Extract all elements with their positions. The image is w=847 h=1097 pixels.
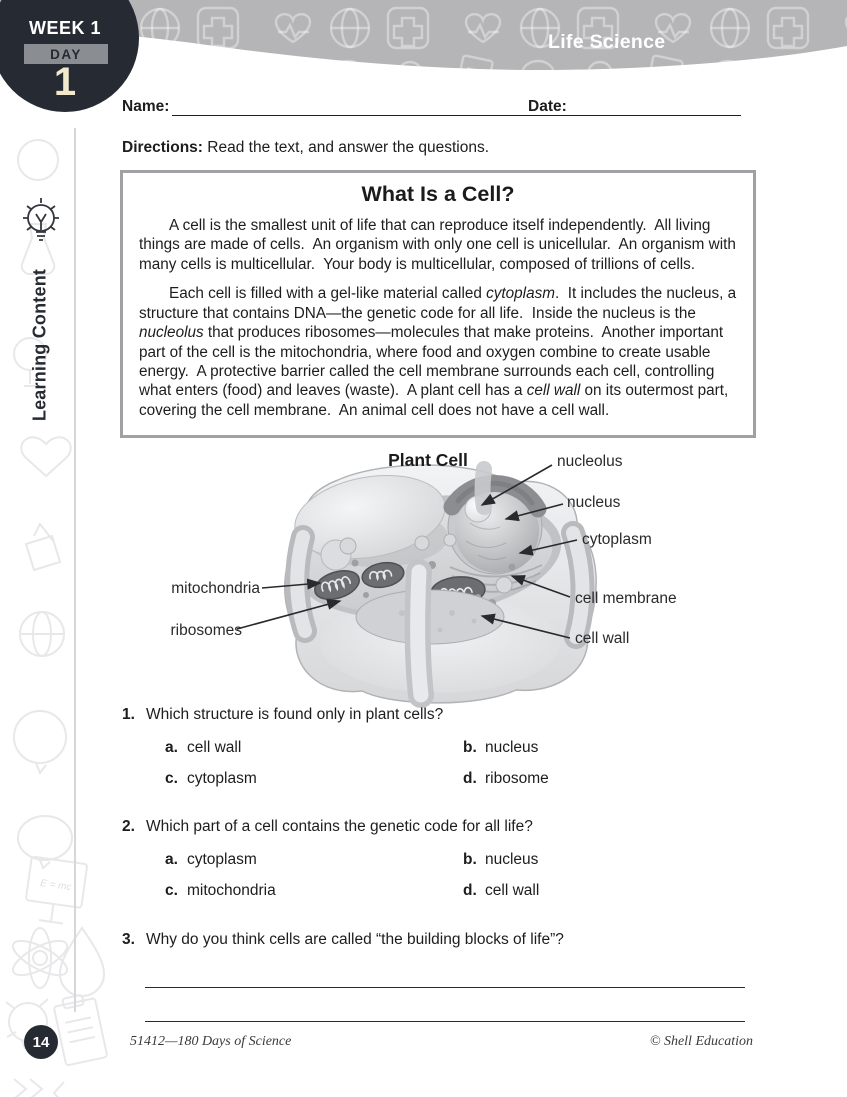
question-1-option-b bbox=[463, 739, 538, 757]
question-number: 1. bbox=[122, 706, 135, 723]
label-nucleolus: nucleolus bbox=[557, 453, 623, 470]
footer-publisher: © Shell Education bbox=[649, 1034, 753, 1049]
label-cytoplasm: cytoplasm bbox=[582, 531, 652, 548]
passage-paragraph: Each cell is filled with a gel-like material called cytoplasm. It includes the nucleus, a structure that contains DNA—the genetic code for all life. Inside the nucleus is the nucleolus that produces ribosomes—molecules that make proteins. Another important part of the cell is the mitochondria, where food and oxygen combine to create usable energy. A protective barrier called the cell membrane surrounds each cell, controlling what enters (food) and leaves (waste). A plant cell has a cell wall on its outermost part, covering the cell membrane. An animal cell does not have a cell wall. bbox=[139, 285, 741, 419]
label-cell-wall: cell wall bbox=[575, 630, 630, 647]
option-text: cell wall bbox=[187, 739, 242, 756]
option-letter: c. bbox=[165, 882, 178, 899]
question-number: 2. bbox=[122, 818, 135, 835]
label-nucleus: nucleus bbox=[567, 494, 621, 511]
option-text: cytoplasm bbox=[187, 770, 257, 787]
plant-cell-illustration bbox=[140, 445, 760, 710]
directions bbox=[122, 139, 489, 157]
day-number: 1 bbox=[53, 60, 77, 104]
question-text: Why do you think cells are called “the building blocks of life”? bbox=[146, 931, 564, 948]
option-text: mitochondria bbox=[187, 882, 276, 899]
page-number: 14 bbox=[32, 1033, 50, 1051]
option-letter: d. bbox=[463, 770, 477, 787]
page-header-title: Life Science bbox=[548, 31, 666, 53]
passage-title: What Is a Cell? bbox=[361, 182, 515, 206]
page-number-badge bbox=[24, 1025, 58, 1059]
question-2-option-d bbox=[463, 882, 539, 900]
question-1-option-a bbox=[165, 739, 241, 757]
option-text: ribosome bbox=[485, 770, 549, 787]
date-blank-line bbox=[576, 115, 741, 116]
option-letter: c. bbox=[165, 770, 178, 787]
week-day-badge bbox=[0, 0, 139, 112]
name-label: Name: bbox=[122, 98, 170, 115]
label-mitochondria: mitochondria bbox=[171, 580, 260, 597]
option-letter: a. bbox=[165, 739, 178, 756]
question-1-option-d bbox=[463, 770, 549, 788]
answer-line-1 bbox=[145, 987, 745, 988]
question-1-option-c bbox=[165, 770, 257, 788]
diagram-title: Plant Cell bbox=[388, 450, 468, 470]
sidebar-divider bbox=[74, 128, 76, 1012]
day-label: DAY bbox=[50, 46, 82, 62]
question-3 bbox=[122, 931, 756, 949]
option-letter: d. bbox=[463, 882, 477, 899]
week-label: WEEK 1 bbox=[28, 18, 101, 38]
footer-book-title: 51412—180 Days of Science bbox=[130, 1034, 292, 1049]
option-text: cell wall bbox=[485, 882, 540, 899]
sidebar-tab-learning-content: Learning Content bbox=[29, 268, 50, 422]
question-2 bbox=[122, 818, 756, 836]
question-text: Which structure is found only in plant cells? bbox=[146, 706, 444, 723]
option-letter: b. bbox=[463, 739, 477, 756]
question-2-option-b bbox=[463, 851, 538, 869]
directions-label: Directions: bbox=[122, 139, 203, 156]
option-text: cytoplasm bbox=[187, 851, 257, 868]
date-label: Date: bbox=[528, 98, 567, 115]
passage-paragraph: A cell is the smallest unit of life that can reproduce itself independently. All living things are made of cells. An organism with only one cell is unicellular. An organism with many cells is multicellular. Your body is multicellular, composed of trillions of cells. bbox=[139, 217, 741, 273]
lightbulb-icon bbox=[17, 194, 65, 248]
answer-line-2 bbox=[145, 1021, 745, 1022]
option-text: nucleus bbox=[485, 851, 539, 868]
directions-text: Read the text, and answer the questions. bbox=[202, 139, 490, 156]
option-letter: a. bbox=[165, 851, 178, 868]
question-text: Which part of a cell contains the genetic code for all life? bbox=[146, 818, 533, 835]
question-number: 3. bbox=[122, 931, 135, 948]
option-letter: b. bbox=[463, 851, 477, 868]
plant-cell-diagram bbox=[140, 445, 760, 710]
label-ribosomes: ribosomes bbox=[170, 622, 242, 639]
question-2-option-a bbox=[165, 851, 257, 869]
label-cell-membrane: cell membrane bbox=[575, 590, 677, 607]
formula-doodle-text: E = mc bbox=[39, 877, 73, 894]
reading-passage-box bbox=[120, 170, 756, 438]
question-2-option-c bbox=[165, 882, 276, 900]
option-text: nucleus bbox=[485, 739, 539, 756]
question-1 bbox=[122, 706, 756, 724]
reading-passage bbox=[139, 216, 741, 420]
